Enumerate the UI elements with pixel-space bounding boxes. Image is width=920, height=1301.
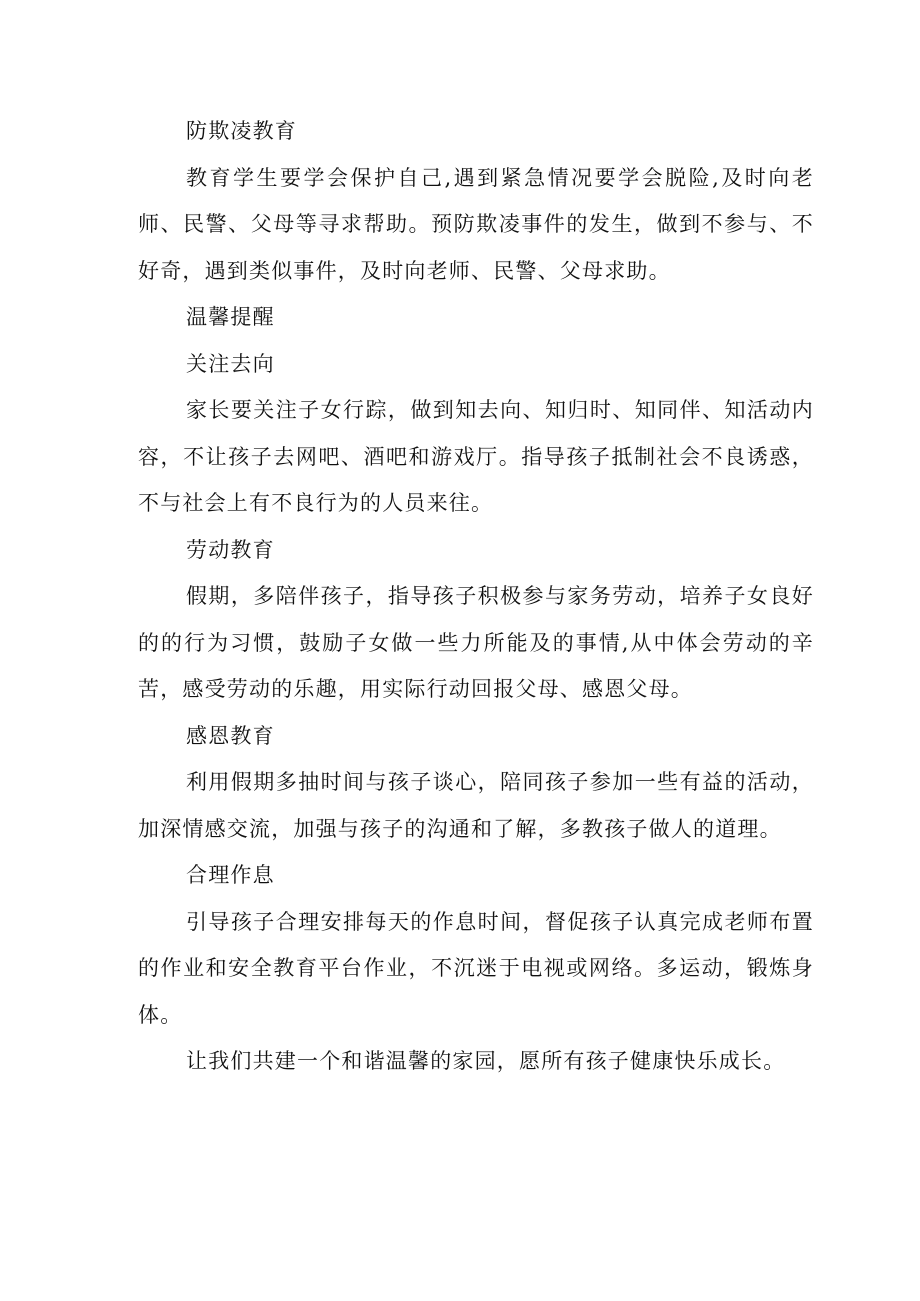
heading-whereabouts: 关注去向 [186, 351, 275, 376]
heading-gratitude-education: 感恩教育 [186, 723, 275, 748]
paragraph-anti-bullying: 教育学生要学会保护自己,遇到紧急情况要学会脱险,及时向老师、民警、父母等寻求帮助。预防欺凌事件的发生，做到不参与、不好奇，遇到类似事件，及时向老师、民警、父母求助。 [138, 165, 814, 283]
paragraph-routine: 引导孩子合理安排每天的作息时间，督促孩子认真完成老师布置的作业和安全教育平台作业，不沉迷于电视或网络。多运动，锻炼身体。 [138, 909, 814, 1027]
document-page [138, 108, 814, 1085]
paragraph-closing: 让我们共建一个和谐温馨的家园，愿所有孩子健康快乐成长。 [186, 1049, 786, 1073]
heading-routine: 合理作息 [186, 863, 275, 887]
paragraph-gratitude-education: 利用假期多抽时间与孩子谈心，陪同孩子参加一些有益的活动，加深情感交流，加强与孩子的沟通和了解，多教孩子做人的道理。 [138, 770, 814, 841]
paragraph-labor-education: 假期，多陪伴孩子，指导孩子积极参与家务劳动，培养子女良好的的行为习惯，鼓励子女做一些力所能及的事情,从中体会劳动的辛苦，感受劳动的乐趣，用实际行动回报父母、感恩父母。 [138, 584, 814, 701]
paragraph-whereabouts: 家长要关注子女行踪，做到知去向、知归时、知同伴、知活动内容，不让孩子去网吧、酒吧和游戏厅。指导孩子抵制社会不良诱惑，不与社会上有不良行为的人员来往。 [138, 398, 814, 515]
heading-warm-reminder: 温馨提醒 [186, 305, 275, 329]
heading-anti-bullying: 防欺凌教育 [186, 119, 297, 143]
heading-labor-education: 劳动教育 [186, 537, 275, 562]
